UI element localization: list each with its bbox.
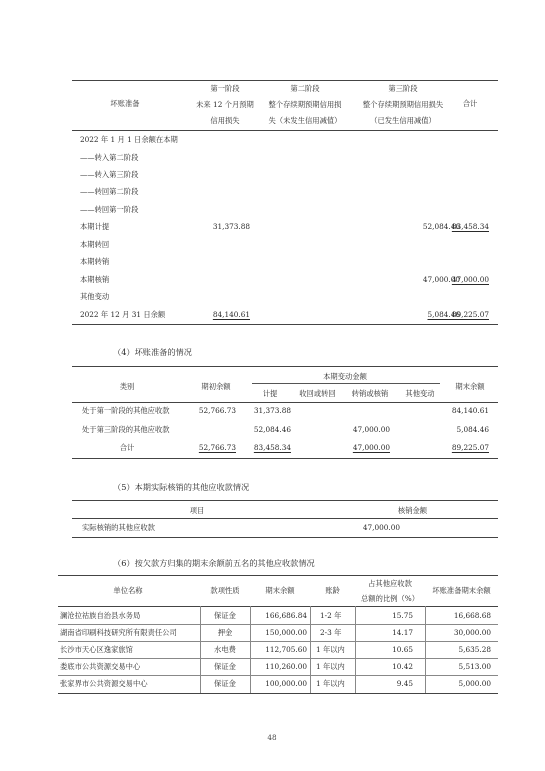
col-header-stage1-l1: 第一阶段 (210, 84, 240, 93)
col-header-other: 其他变动 (405, 389, 435, 398)
table-bottom-rule (72, 537, 498, 538)
header-bottom-rule (72, 130, 498, 131)
cell-writeoff: 47,000.00 (352, 425, 390, 434)
cell-opening: 52,766.73 (198, 443, 236, 452)
col-header-accrual: 计提 (262, 389, 278, 398)
row-label: ——转回第二阶段 (80, 187, 139, 196)
cell-allowance: 5,635.28 (458, 645, 491, 654)
table-row-name: 张家界市公共资源交易中心 (60, 679, 148, 688)
cell-total: 89,225.07 (451, 310, 489, 319)
group-underline (252, 383, 440, 384)
col-header-stage3-l1: 第三阶段 (388, 84, 418, 93)
cell-closing: 5,084.46 (456, 425, 489, 434)
cell-allowance: 5,000.00 (458, 679, 491, 688)
cell-nature: 保证金 (214, 662, 236, 671)
col-header-stage2-l3: 失（未发生信用减值） (268, 116, 342, 125)
column-rule (310, 606, 311, 693)
cell-balance: 112,705.60 (265, 645, 307, 654)
section-5-title: （5）本期实际核销的其他应收款情况 (113, 482, 250, 492)
cell-total: 83,458.34 (451, 222, 489, 231)
row-label: 其他变动 (80, 292, 110, 301)
cell-accrual: 52,084.46 (253, 425, 291, 434)
header-bottom-rule (72, 402, 498, 403)
table-bottom-rule (72, 324, 498, 325)
col-header-stage1-l2: 未来 12 个月预期 (196, 100, 254, 109)
table-row-total-label: 合计 (119, 443, 135, 452)
cell-stage3: 47,000.00 (422, 275, 460, 284)
col-header-amount: 核销金额 (397, 506, 428, 515)
cell-allowance: 16,668.68 (453, 611, 491, 620)
col-header-closing: 期末余额 (455, 382, 485, 391)
col-header-stage3-l3: （已发生信用减值） (370, 116, 436, 125)
table-top-rule (72, 80, 498, 81)
cell-aging: 1 年以内 (316, 679, 345, 688)
row-rule (58, 641, 498, 642)
table-top-rule (58, 575, 498, 576)
row-label: 本期核销 (80, 275, 110, 284)
cell-accrual: 83,458.34 (253, 443, 291, 452)
cell-ratio: 14.17 (392, 628, 413, 637)
col-header-item: 项目 (189, 506, 205, 515)
cell-balance: 110,260.00 (265, 662, 307, 671)
col-header-opening: 期初余额 (201, 382, 231, 391)
col-header-ratio-l2: 总额的比例（%） (360, 594, 419, 603)
col-header-recovery: 收回或转回 (299, 389, 336, 398)
cell-balance: 150,000.00 (265, 628, 307, 637)
col-header-stage2-l1: 第二阶段 (290, 84, 320, 93)
col-header-category: 类别 (119, 382, 135, 391)
table-bottom-rule (58, 693, 498, 694)
section-4-title: （4）坏账准备的情况 (113, 347, 192, 357)
cell-ratio: 10.42 (392, 662, 413, 671)
table-row-name: 湖南省印刷科技研究所有限责任公司 (60, 628, 177, 637)
row-label: 本期转销 (80, 257, 110, 266)
table-bottom-rule (72, 458, 498, 459)
cell-stage1: 31,373.88 (212, 222, 250, 231)
row-label: ——转入第三阶段 (80, 170, 139, 179)
cell-stage3: 52,084.46 (422, 222, 460, 231)
col-header-stage3-l2: 整个存续期预期信用损失 (362, 100, 444, 109)
col-header-total: 合计 (462, 99, 478, 108)
table-top-rule (72, 366, 498, 367)
page-number: 48 (267, 733, 277, 742)
col-header-allowance: 坏账准备期末余额 (432, 586, 491, 595)
row-label: 本期计提 (80, 222, 110, 231)
row-label: ——转入第二阶段 (80, 153, 139, 162)
col-header-change-group: 本期变动金额 (323, 372, 367, 381)
cell-aging: 1 年以内 (316, 662, 345, 671)
row-rule (58, 658, 498, 659)
row-label: ——转回第一阶段 (80, 205, 139, 214)
row-rule (58, 675, 498, 676)
col-header-nature: 款项性质 (210, 586, 240, 595)
cell-stage1: 84,140.61 (212, 310, 250, 319)
col-header-stage2-l2: 整个存续期预期信用损 (268, 100, 342, 109)
header-bottom-rule (72, 518, 498, 519)
cell-aging: 1-2 年 (320, 611, 342, 620)
cell-total: 47,000.00 (451, 275, 489, 284)
cell-writeoff: 47,000.00 (352, 443, 390, 452)
cell-amount: 47,000.00 (362, 523, 400, 532)
col-header-balance: 期末余额 (265, 586, 295, 595)
cell-balance: 166,686.84 (265, 611, 307, 620)
cell-allowance: 30,000.00 (453, 628, 491, 637)
col-header-writeoff: 转销或核销 (351, 389, 389, 398)
cell-aging: 2-3 年 (320, 628, 342, 637)
cell-balance: 100,000.00 (265, 679, 307, 688)
row-rule (58, 624, 498, 625)
row-label: 本期转回 (80, 240, 110, 249)
col-header-stage1-l3: 信用损失 (210, 116, 240, 125)
cell-allowance: 5,513.00 (458, 662, 491, 671)
col-header-aging: 账龄 (325, 586, 340, 595)
header-bottom-rule (58, 606, 498, 607)
table-row-category: 处于第三阶段的其他应收款 (82, 425, 170, 434)
col-header-item: 坏账准备 (110, 99, 140, 108)
table-row-name: 澜沧拉祜族自治县水务局 (60, 611, 141, 620)
cell-opening: 52,766.73 (198, 406, 236, 415)
cell-nature: 保证金 (214, 679, 236, 688)
row-label: 2022 年 1 月 1 日余额在本期 (80, 135, 178, 144)
col-header-name: 单位名称 (113, 586, 143, 595)
cell-nature: 保证金 (214, 611, 236, 620)
cell-ratio: 15.75 (392, 611, 413, 620)
table-row-name: 长沙市天心区逸家旅馆 (60, 645, 133, 654)
table-row-category: 处于第一阶段的其他应收款 (82, 406, 170, 415)
cell-closing: 89,225.07 (451, 443, 489, 452)
section-6-title: （6）按欠款方归集的期末余额前五名的其他应收款情况 (113, 558, 315, 568)
col-header-ratio-l1: 占其他应收款 (368, 579, 412, 588)
table-row-name: 娄底市公共资源交易中心 (60, 662, 141, 671)
table-top-rule (72, 500, 498, 501)
row-label: 2022 年 12 月 31 日余额 (80, 310, 166, 319)
cell-ratio: 9.45 (396, 679, 413, 688)
cell-ratio: 10.65 (392, 645, 413, 654)
cell-closing: 84,140.61 (451, 406, 489, 415)
cell-nature: 押金 (217, 628, 233, 637)
cell-nature: 水电费 (214, 645, 236, 654)
cell-aging: 1 年以内 (316, 645, 345, 654)
table-row-item: 实际核销的其他应收款 (82, 523, 155, 532)
cell-accrual: 31,373.88 (253, 406, 291, 415)
cell-stage3: 5,084.46 (427, 310, 460, 319)
